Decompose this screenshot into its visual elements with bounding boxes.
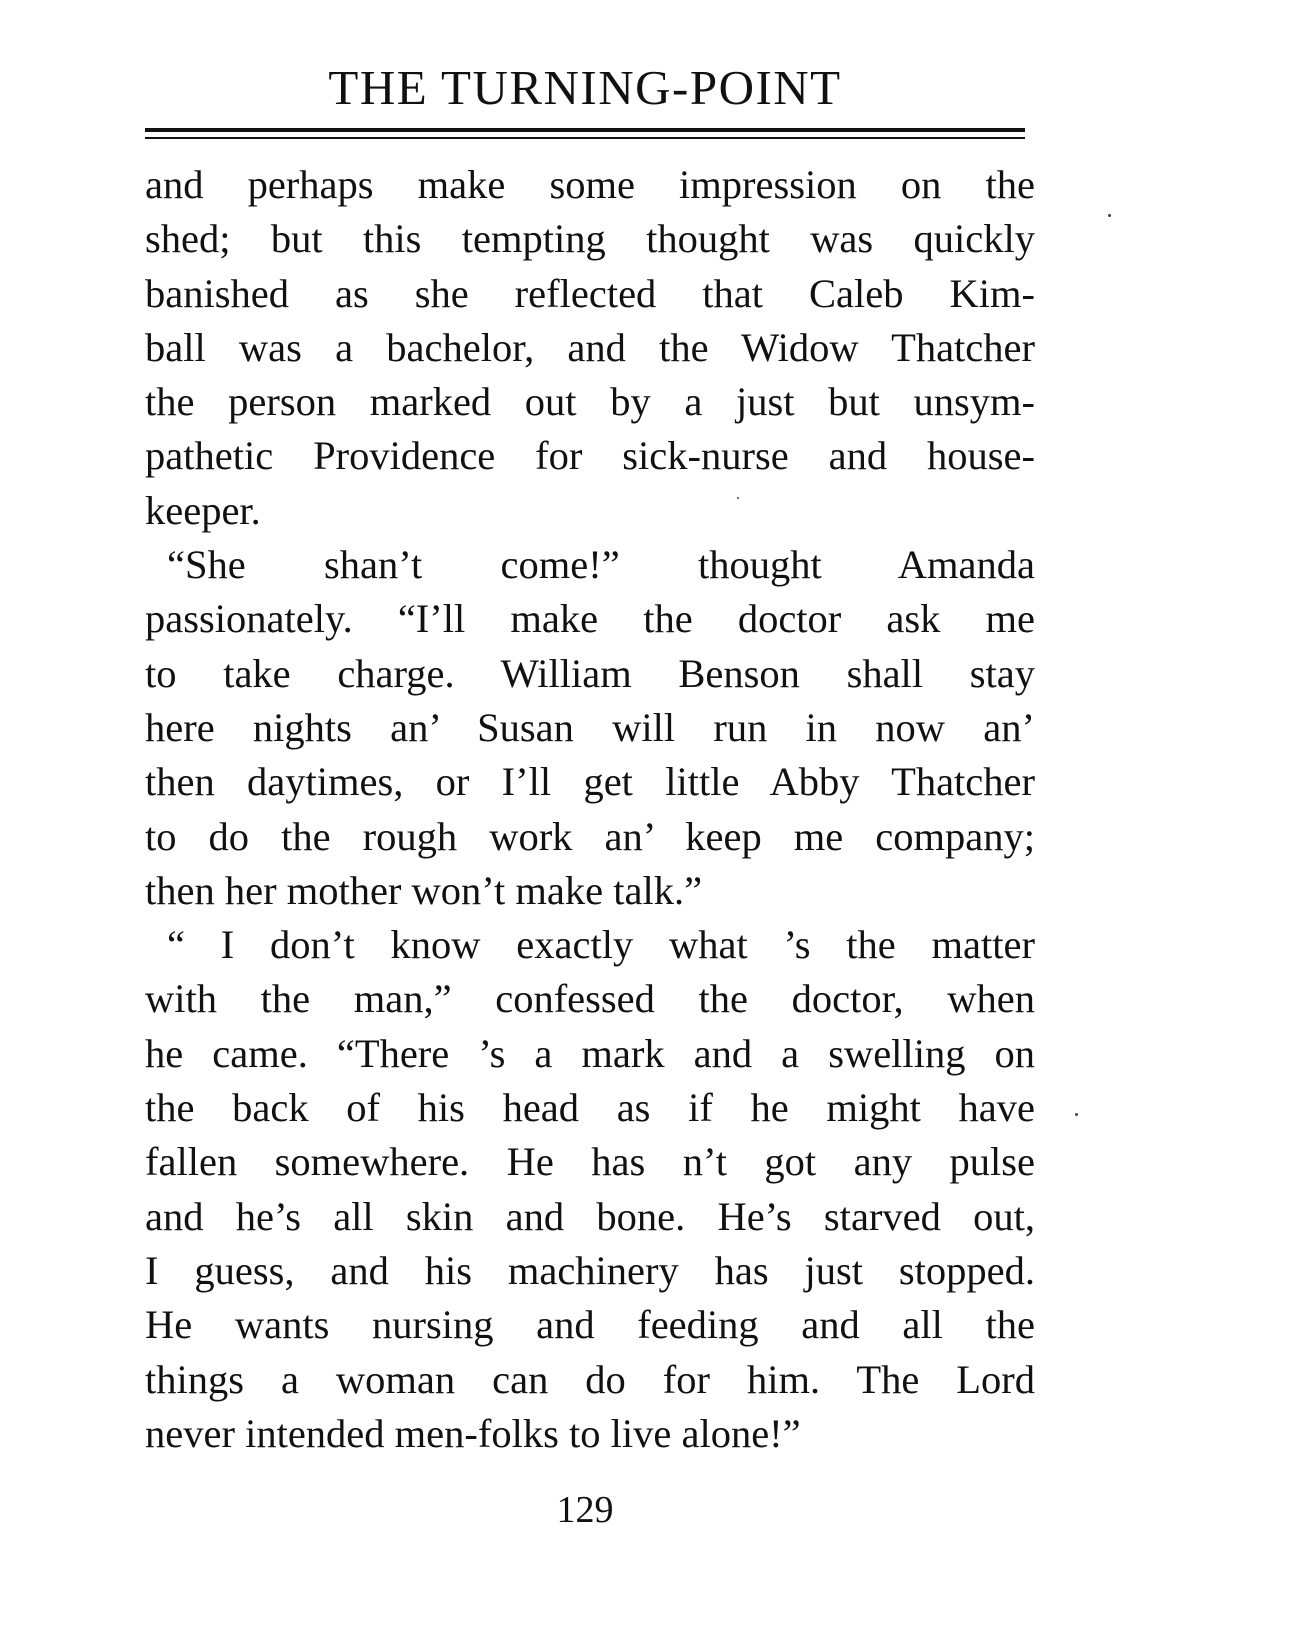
text-line: then daytimes, or I’ll get little Abby Thatcher [145,759,1035,805]
text-line: pathetic Providence for sick-nurse and house- [145,433,1035,479]
text-line: banished as she reflected that Caleb Kim- [145,270,1035,316]
text-line: then her mother won’t make talk.” [145,867,703,913]
text-line: “She shan’t come!” thought Amanda [167,542,1035,588]
header-rule-thin [145,137,1025,139]
text-line: “ I don’t know exactly what ’s the matter [167,922,1035,968]
text-line: keeper. [145,487,261,533]
text-line: passionately. “I’ll make the doctor ask me [145,596,1035,642]
header-rule-thick [145,128,1025,132]
text-line: He wants nursing and feeding and all the [145,1302,1035,1348]
page-number: 129 [556,1489,614,1531]
body-text [145,158,1035,1461]
text-line: shed; but this tempting thought was quickly [145,216,1035,262]
text-line: the back of his head as if he might have [145,1085,1035,1131]
text-line: fallen somewhere. He has n’t got any pulse [145,1139,1035,1185]
text-line: and he’s all skin and bone. He’s starved out, [145,1193,1035,1239]
paper-speck [737,497,739,499]
text-line: ball was a bachelor, and the Widow Thatcher [145,324,1035,370]
paper-speck [1075,1113,1078,1116]
text-line: with the man,” confessed the doctor, when [145,976,1035,1022]
running-head: THE TURNING-POINT [328,60,842,115]
paper-speck [1108,214,1111,217]
text-line: and perhaps make some impression on the [145,162,1035,207]
text-line: never intended men-folks to live alone!” [145,1410,801,1456]
text-line: things a woman can do for him. The Lord [145,1356,1035,1402]
text-line: the person marked out by a just but unsym- [145,379,1035,425]
text-line: here nights an’ Susan will run in now an’ [145,704,1035,750]
text-line: he came. “There ’s a mark and a swelling on [145,1030,1035,1076]
text-line: to take charge. William Benson shall stay [145,650,1035,696]
text-line: to do the rough work an’ keep me company; [145,813,1035,859]
text-line: I guess, and his machinery has just stopped. [145,1247,1035,1293]
